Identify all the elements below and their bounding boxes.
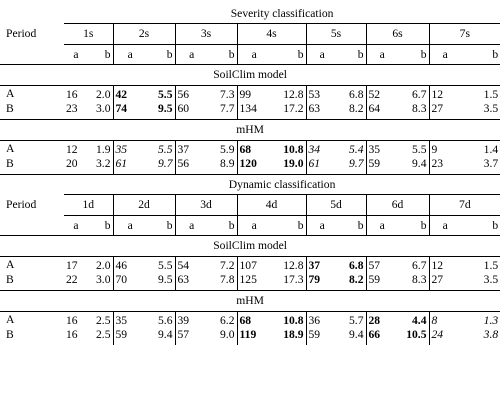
data-cell: 64 [366,102,398,120]
period-label: A [6,313,15,326]
data-row [0,328,500,345]
class-header: 4s [237,24,306,45]
data-cell: 22 [66,273,78,286]
b-header: b [208,45,237,65]
model-title: mHM [0,291,500,312]
class-header-row [0,195,500,216]
a-header: a [366,45,398,65]
data-cell: 61 [306,157,338,175]
model-title-row [0,65,500,86]
class-header-row [0,24,500,45]
data-row [0,312,500,329]
class-header: 2d [113,195,175,216]
classification-title: Severity classification [64,4,500,24]
data-cell: 46 [113,257,147,274]
data-cell: 3.0 [96,102,111,115]
data-row [0,102,500,120]
data-cell: 3.7 [483,157,499,170]
data-cell: 28 [366,312,398,329]
a-header: a [113,45,147,65]
data-cell: 42 [113,86,147,103]
period-label: B [6,273,14,286]
data-cell: 6.7 [412,259,427,272]
data-cell: 7.3 [220,88,235,101]
model-title-row [0,291,500,312]
a-header: a [306,45,338,65]
class-header: 1s [64,24,113,45]
data-cell: 5.5 [158,143,173,156]
class-header: 5s [306,24,366,45]
data-cell: 16 [66,314,78,327]
class-header: 5d [306,195,366,216]
b-header: b [88,45,113,65]
period-label: A [6,87,15,100]
data-cell: 5.4 [349,143,364,156]
a-header: a [113,216,147,236]
data-cell: 16 [66,328,78,341]
data-cell: 5.7 [349,314,364,327]
data-cell: 2.0 [96,88,111,101]
data-cell: 68 [237,141,271,158]
b-header: b [338,216,366,236]
class-header: 2s [113,24,175,45]
data-cell: 2.5 [96,328,111,341]
data-cell: 12 [429,257,461,274]
a-header: a [306,216,338,236]
period-header: Period [0,4,64,65]
data-cell: 8.2 [349,102,364,115]
data-cell: 17.3 [283,273,304,286]
data-cell: 74 [113,102,147,120]
data-cell: 23 [66,102,78,115]
data-cell: 4.4 [412,314,427,327]
b-header: b [398,45,429,65]
data-cell: 125 [237,273,271,291]
data-cell: 79 [306,273,338,291]
b-header: b [271,216,306,236]
period-label: B [6,328,14,341]
data-cell: 9.5 [158,102,173,115]
data-cell: 36 [306,312,338,329]
data-cell: 8.3 [412,273,427,286]
data-cell: 3.5 [483,273,499,286]
model-title-row [0,236,500,257]
data-cell: 5.5 [412,143,427,156]
data-cell: 54 [175,257,208,274]
data-cell: 57 [175,328,208,345]
a-header: a [175,45,208,65]
a-header: a [237,45,271,65]
data-cell: 9.0 [220,328,235,341]
period-label: B [6,157,14,170]
data-cell: 10.8 [283,143,304,156]
data-cell: 8.9 [220,157,235,170]
data-cell: 17.2 [283,102,304,115]
data-cell: 59 [113,328,147,345]
data-cell: 5.9 [220,143,235,156]
data-cell: 1.5 [483,259,499,272]
data-cell: 37 [306,257,338,274]
data-cell: 9.5 [158,273,173,286]
data-cell: 9.4 [412,157,427,170]
period-label: A [6,258,15,271]
data-cell: 120 [237,157,271,175]
classification-title-row [0,175,500,195]
data-cell: 1.9 [96,143,111,156]
data-cell: 68 [237,312,271,329]
period-header: Period [0,175,64,236]
data-cell: 34 [306,141,338,158]
data-cell: 2.5 [96,314,111,327]
data-cell: 1.5 [483,88,499,101]
data-cell: 99 [237,86,271,103]
class-header: 1d [64,195,113,216]
data-cell: 59 [366,273,398,291]
data-row [0,141,500,158]
a-header: a [237,216,271,236]
data-cell: 61 [113,157,147,175]
data-cell: 16 [66,88,78,101]
data-cell: 8 [429,312,461,329]
data-cell: 35 [113,312,147,329]
data-cell: 53 [306,86,338,103]
data-cell: 12 [66,143,78,156]
data-cell: 63 [306,102,338,120]
data-cell: 10.5 [406,328,427,341]
data-cell: 6.8 [349,259,364,272]
class-header: 3d [175,195,237,216]
data-cell: 8.2 [349,273,364,286]
data-cell: 7.7 [220,102,235,115]
data-cell: 19.0 [283,157,304,170]
b-header: b [338,45,366,65]
data-row [0,157,500,175]
data-cell: 1.4 [483,143,499,156]
data-cell: 2.0 [96,259,111,272]
b-header: b [398,216,429,236]
data-cell: 7.2 [220,259,235,272]
data-cell: 9 [429,141,461,158]
data-cell: 119 [237,328,271,345]
data-cell: 12.8 [283,88,304,101]
data-cell: 9.7 [349,157,364,170]
data-cell: 37 [175,141,208,158]
data-cell: 6.2 [220,314,235,327]
data-cell: 9.7 [158,157,173,170]
data-cell: 3.8 [483,328,499,341]
b-header: b [147,216,175,236]
classification-title: Dynamic classification [64,175,500,195]
ab-header-row [0,216,500,236]
data-cell: 27 [429,102,461,120]
data-cell: 6.8 [349,88,364,101]
class-header: 6d [366,195,429,216]
a-header: a [175,216,208,236]
b-header: b [88,216,113,236]
data-cell: 56 [175,157,208,175]
data-cell: 5.5 [158,88,173,101]
data-cell: 107 [237,257,271,274]
data-cell: 12 [429,86,461,103]
model-title: mHM [0,120,500,141]
model-title: SoilClim model [0,65,500,86]
b-header: b [461,216,500,236]
data-row [0,86,500,103]
b-header: b [147,45,175,65]
period-label: B [6,102,14,115]
class-header: 4d [237,195,306,216]
model-title-row [0,120,500,141]
data-cell: 1.3 [483,314,499,327]
data-cell: 5.5 [158,259,173,272]
data-cell: 3.0 [96,273,111,286]
data-cell: 5.6 [158,314,173,327]
data-cell: 7.8 [220,273,235,286]
a-header: a [366,216,398,236]
data-cell: 9.4 [349,328,364,341]
data-cell: 63 [175,273,208,291]
data-cell: 27 [429,273,461,291]
data-row [0,273,500,291]
data-cell: 66 [366,328,398,345]
b-header: b [208,216,237,236]
class-header: 6s [366,24,429,45]
data-row [0,257,500,274]
data-cell: 17 [66,259,78,272]
b-header: b [271,45,306,65]
data-cell: 57 [366,257,398,274]
class-header: 7d [429,195,500,216]
a-header: a [64,45,88,65]
a-header: a [429,45,461,65]
data-cell: 3.5 [483,102,499,115]
data-cell: 59 [366,157,398,175]
ab-header-row [0,45,500,65]
classification-title-row [0,4,500,24]
data-cell: 35 [113,141,147,158]
model-title: SoilClim model [0,236,500,257]
data-cell: 60 [175,102,208,120]
data-cell: 52 [366,86,398,103]
data-cell: 56 [175,86,208,103]
data-cell: 134 [237,102,271,120]
a-header: a [64,216,88,236]
data-cell: 70 [113,273,147,291]
data-cell: 9.4 [158,328,173,341]
data-cell: 12.8 [283,259,304,272]
class-header: 3s [175,24,237,45]
data-cell: 6.7 [412,88,427,101]
data-cell: 8.3 [412,102,427,115]
class-header: 7s [429,24,500,45]
results-table [0,4,500,345]
data-cell: 59 [306,328,338,345]
data-cell: 18.9 [283,328,304,341]
data-cell: 35 [366,141,398,158]
data-cell: 10.8 [283,314,304,327]
data-cell: 23 [429,157,461,175]
data-cell: 20 [66,157,78,170]
data-cell: 24 [429,328,461,345]
period-label: A [6,142,15,155]
b-header: b [461,45,500,65]
data-cell: 3.2 [96,157,111,170]
a-header: a [429,216,461,236]
data-cell: 39 [175,312,208,329]
